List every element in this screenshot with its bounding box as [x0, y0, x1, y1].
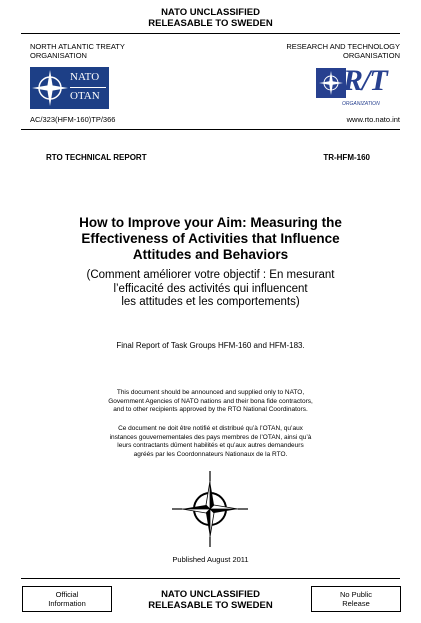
org-name-line: ORGANISATION — [30, 51, 87, 60]
org-name-line: RESEARCH AND TECHNOLOGY — [286, 42, 400, 51]
notice-line: Ce document ne doit être notifié et distribué qu’à l’OTAN, qu’aux — [118, 425, 303, 432]
nato-compass-rose-icon — [170, 469, 250, 549]
top-rule — [21, 33, 400, 34]
notice-line: Government Agencies of NATO nations and their bona fide contractors, — [108, 397, 313, 405]
notice-line: agréés par les Coordonnateurs Nationaux de la RTO. — [133, 450, 288, 458]
nato-org-name — [30, 42, 125, 60]
releasability-line: RELEASABLE TO SWEDEN — [148, 18, 273, 29]
notice-line: leurs contractants dûment habilités et qu’aux autres demandeurs — [117, 442, 304, 449]
title-line: Effectiveness of Activities that Influence — [81, 231, 340, 246]
releasability-line: RELEASABLE TO SWEDEN — [148, 600, 273, 611]
distribution-notice-english — [0, 389, 421, 415]
subtitle-line: (Comment améliorer votre objectif : En mesurant — [86, 269, 335, 281]
publication-date: Published August 2011 — [172, 555, 249, 564]
org-name-line: NORTH ATLANTIC TREATY — [30, 42, 125, 51]
classification-line: NATO UNCLASSIFIED — [161, 589, 260, 600]
document-reference: AC/323(HFM-160)TP/366 — [30, 115, 116, 124]
rto-logo — [316, 66, 394, 110]
nato-logo — [30, 67, 109, 109]
classification-line: NATO UNCLASSIFIED — [161, 7, 260, 18]
rto-org-name — [286, 42, 400, 60]
org-name-line: ORGANISATION — [343, 51, 400, 60]
report-title — [0, 215, 421, 263]
distribution-notice-french — [0, 425, 421, 459]
title-line: How to Improve your Aim: Measuring the — [79, 215, 342, 230]
box-line: Information — [48, 599, 86, 608]
subtitle-line: l’efficacité des activités qui influencent — [113, 282, 308, 295]
footer-rule — [21, 578, 400, 579]
rto-logo-subtext: ORGANIZATION — [342, 101, 380, 107]
nato-logo-text: NATO — [70, 71, 100, 83]
notice-line: This document should be announced and supplied only to NATO, — [116, 389, 305, 396]
report-number: TR-HFM-160 — [323, 153, 370, 162]
nato-compass-icon — [316, 68, 346, 98]
notice-line: instances gouvernementales des pays membres de l’OTAN, ainsi qu’à — [109, 433, 312, 441]
box-line: Release — [342, 599, 370, 608]
rto-logo-letters: R/T — [343, 64, 387, 97]
subtitle-line: les attitudes et les comportements) — [121, 296, 300, 308]
box-line: No Public — [339, 590, 373, 599]
nato-compass-icon — [30, 67, 70, 109]
title-line: Attitudes and Behaviors — [132, 247, 289, 262]
french-subtitle — [0, 269, 421, 310]
report-type: RTO TECHNICAL REPORT — [46, 153, 147, 162]
notice-line: and to other recipients approved by the RTO National Coordinators. — [113, 406, 308, 413]
box-line: Official — [55, 590, 79, 599]
otan-logo-text: OTAN — [70, 90, 100, 102]
final-report-note: Final Report of Task Groups HFM-160 and HFM-183. — [116, 341, 305, 350]
classification-banner-top — [0, 7, 421, 29]
header-rule — [21, 129, 400, 130]
rto-website: www.rto.nato.int — [346, 115, 400, 124]
no-public-release-box — [311, 586, 401, 612]
